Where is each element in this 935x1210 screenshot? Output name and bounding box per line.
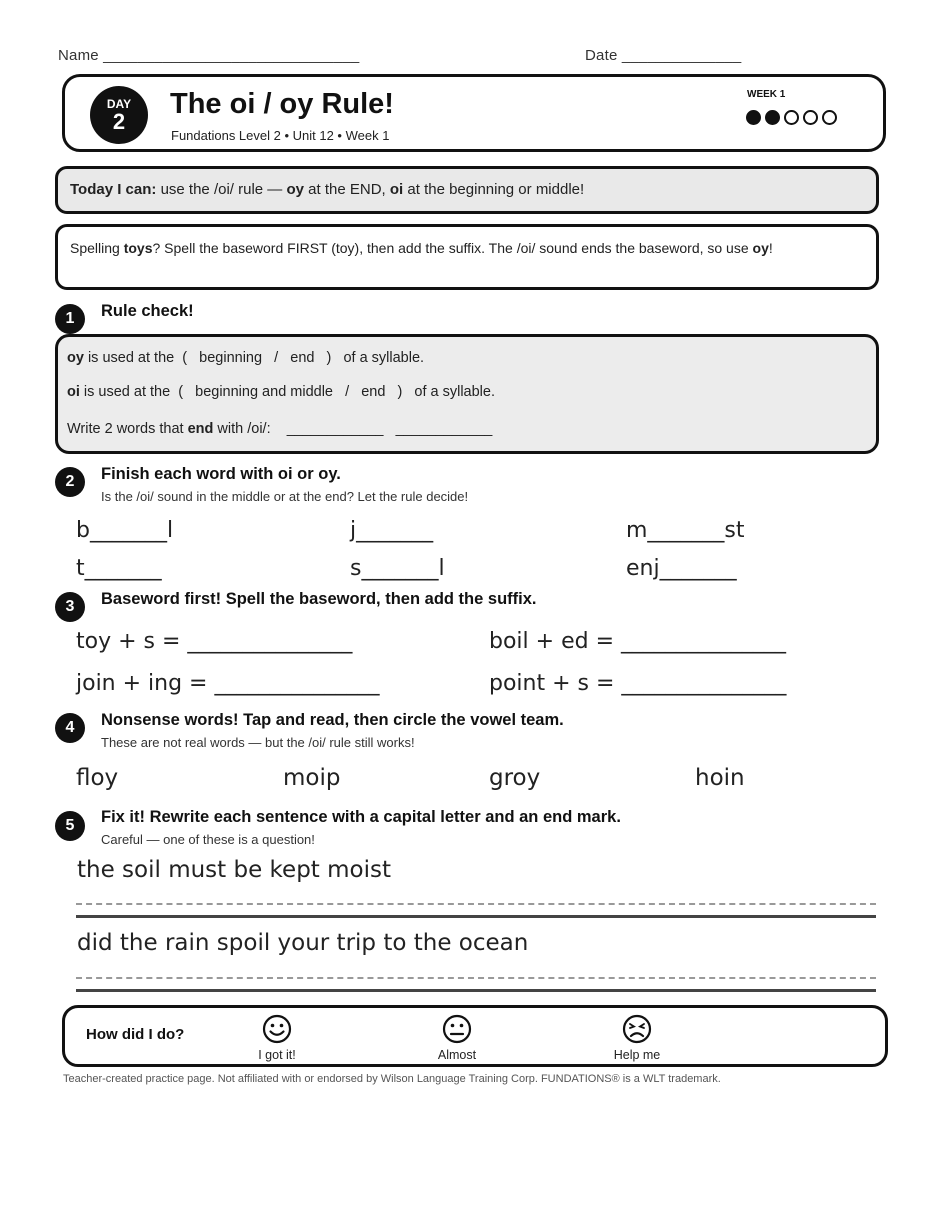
suffix-item[interactable]: boil + ed = _______________ xyxy=(489,629,786,654)
word-blank[interactable]: m_______st xyxy=(626,518,745,543)
writing-dashed-line xyxy=(76,977,876,979)
rule-line-oi-bold: oi xyxy=(67,384,80,400)
day-badge xyxy=(90,86,148,144)
face-label: Almost xyxy=(437,1048,477,1062)
date-field[interactable]: Date ______________ xyxy=(585,47,742,64)
writing-base-line[interactable] xyxy=(76,915,876,918)
section-2-number: 2 xyxy=(55,467,85,497)
rule-line-oi[interactable] xyxy=(67,384,495,400)
section-4-subtitle: These are not real words — but the /oi/ rule still works! xyxy=(101,735,415,750)
today-i-can-box xyxy=(55,166,879,214)
word-blank[interactable]: j_______ xyxy=(350,518,434,543)
word-blank[interactable]: b_______l xyxy=(76,518,174,543)
week-label: WEEK 1 xyxy=(747,89,786,100)
suffix-item[interactable]: join + ing = _______________ xyxy=(76,671,380,696)
frown-face-icon[interactable] xyxy=(622,1014,652,1049)
face-label: Help me xyxy=(613,1048,661,1062)
smile-face-icon[interactable] xyxy=(262,1014,292,1049)
nonsense-word[interactable]: floy xyxy=(76,765,119,791)
self-check-prompt: How did I do? xyxy=(86,1026,185,1043)
rule-line-oi-text: is used at the ( beginning and middle / end ) of a syllable. xyxy=(79,384,495,400)
today-bold-1: oy xyxy=(286,181,304,198)
section-5-title: Fix it! Rewrite each sentence with a capital letter and an end mark. xyxy=(101,808,621,826)
today-text-3: at the beginning or middle! xyxy=(403,181,585,198)
rule-line-write-text-1: Write 2 words that xyxy=(67,421,188,437)
writing-base-line[interactable] xyxy=(76,989,876,992)
rule-line-write-bold: end xyxy=(187,421,214,437)
tip-bold-1: toys xyxy=(123,240,153,256)
neutral-face-icon[interactable] xyxy=(442,1014,472,1049)
section-2-subtitle: Is the /oi/ sound in the middle or at the end? Let the rule decide! xyxy=(101,489,469,504)
word-blank[interactable]: t_______ xyxy=(76,556,162,581)
today-bold-2: oi xyxy=(389,181,404,198)
suffix-item[interactable]: point + s = _______________ xyxy=(489,671,787,696)
rule-line-oy-text: is used at the ( beginning / end ) of a syllable. xyxy=(83,350,425,366)
section-4-number: 4 xyxy=(55,713,85,743)
today-text-2: at the END, xyxy=(304,181,390,198)
rule-line-oy-bold: oy xyxy=(67,350,84,366)
today-text-1: use the /oi/ rule — xyxy=(156,181,287,198)
progress-dot-filled xyxy=(765,110,780,125)
section-3-title: Baseword first! Spell the baseword, then add the suffix. xyxy=(101,590,537,608)
nonsense-word[interactable]: moip xyxy=(283,765,341,791)
day-number: 2 xyxy=(112,109,126,134)
tip-text-2: ? Spell the baseword FIRST (toy), then add the suffix. The /oi/ sound ends the baseword, so use xyxy=(152,240,753,256)
section-2-title: Finish each word with oi or oy. xyxy=(101,465,341,483)
writing-dashed-line xyxy=(76,903,876,905)
progress-dot-empty xyxy=(803,110,818,125)
progress-dot-filled xyxy=(746,110,761,125)
disclaimer-text: Teacher-created practice page. Not affiliated with or endorsed by Wilson Language Training Corp. FUNDATIONS® is a WLT trademark. xyxy=(63,1073,721,1085)
rule-line-write-words[interactable] xyxy=(67,421,492,437)
spelling-tip-box xyxy=(55,224,879,290)
rule-line-write-text-2: with /oi/: ____________ ____________ xyxy=(213,421,493,437)
progress-dot-empty xyxy=(784,110,799,125)
word-blank[interactable]: enj_______ xyxy=(626,556,737,581)
sentence-to-fix: the soil must be kept moist xyxy=(77,857,392,883)
section-5-subtitle: Careful — one of these is a question! xyxy=(101,832,315,847)
page-subtitle: Fundations Level 2 • Unit 12 • Week 1 xyxy=(171,128,390,143)
section-3-number: 3 xyxy=(55,592,85,622)
rule-line-oy[interactable] xyxy=(67,350,424,366)
day-label: DAY xyxy=(106,97,132,111)
week-progress-dots xyxy=(746,110,837,125)
word-blank[interactable]: s_______l xyxy=(350,556,445,581)
section-4-title: Nonsense words! Tap and read, then circle the vowel team. xyxy=(101,711,564,729)
suffix-item[interactable]: toy + s = _______________ xyxy=(76,629,353,654)
tip-text-3: ! xyxy=(768,240,773,256)
page-title: The oi / oy Rule! xyxy=(170,88,394,120)
name-field[interactable]: Name ______________________________ xyxy=(58,47,360,64)
tip-text-1: Spelling xyxy=(70,240,124,256)
progress-dot-empty xyxy=(822,110,837,125)
tip-bold-2: oy xyxy=(752,240,769,256)
today-lead: Today I can: xyxy=(70,181,157,198)
section-1-number: 1 xyxy=(55,304,85,334)
sentence-to-fix: did the rain spoil your trip to the ocean xyxy=(77,930,529,956)
nonsense-word[interactable]: groy xyxy=(489,765,541,791)
face-label: I got it! xyxy=(258,1048,296,1062)
section-1-title: Rule check! xyxy=(101,302,194,320)
nonsense-word[interactable]: hoin xyxy=(695,765,745,791)
section-5-number: 5 xyxy=(55,811,85,841)
